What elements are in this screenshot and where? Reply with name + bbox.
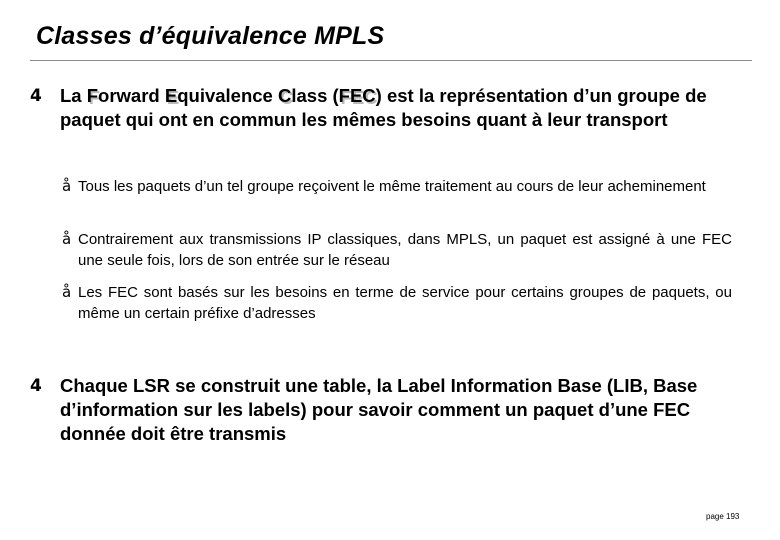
highlight-letter-e: E E	[165, 85, 177, 106]
sub-bullet-icon: å	[62, 230, 72, 248]
highlight-letter-f: F F	[87, 85, 98, 106]
point1-class-rest: lass (	[291, 85, 339, 106]
highlight-letter-c: C C	[278, 85, 291, 106]
sub-point-text: Contrairement aux transmissions IP classiques, dans MPLS, un paquet est assigné à une FEC une seule fois, lors de son entrée sur le réseau	[78, 231, 732, 269]
sub-point-text: Les FEC sont basés sur les besoins en terme de service pour certains groupes de paquets, ou même un certain préfixe d’adresses	[78, 284, 732, 322]
slide-title: Classes d’équivalence MPLS	[36, 22, 385, 50]
point1-forward-rest: orward	[98, 85, 165, 106]
point-lib-table: Chaque LSR se construit une table, la Label Information Base (LIB, Base d’information sur les labels) pour savoir comment un paquet d’une FEC donnée doit être transmis	[60, 375, 698, 444]
sub-point-text: Tous les paquets d’un tel groupe reçoivent le même traitement au cours de leur acheminement	[78, 178, 706, 195]
sub-point-2	[62, 229, 732, 271]
sub-bullet-icon: å	[62, 283, 72, 301]
highlight-acronym-fec: FEC FEC	[339, 85, 376, 106]
point1-intro: La	[60, 85, 87, 106]
point1-rest: ) est la représentation d’un groupe de paquet qui ont en commun les mêmes besoins quant à leur transport	[60, 85, 707, 130]
sub-bullet-icon: å	[62, 177, 72, 195]
bullet-icon: 4	[30, 376, 42, 396]
sub-point-1	[62, 176, 732, 197]
sub-point-3	[62, 282, 732, 324]
page-number: page 193	[706, 512, 740, 521]
bullet-icon: 4	[30, 86, 42, 106]
point1-equivalence-rest: quivalence	[177, 85, 278, 106]
title-underline	[30, 60, 752, 61]
point-fec-definition	[60, 84, 740, 132]
